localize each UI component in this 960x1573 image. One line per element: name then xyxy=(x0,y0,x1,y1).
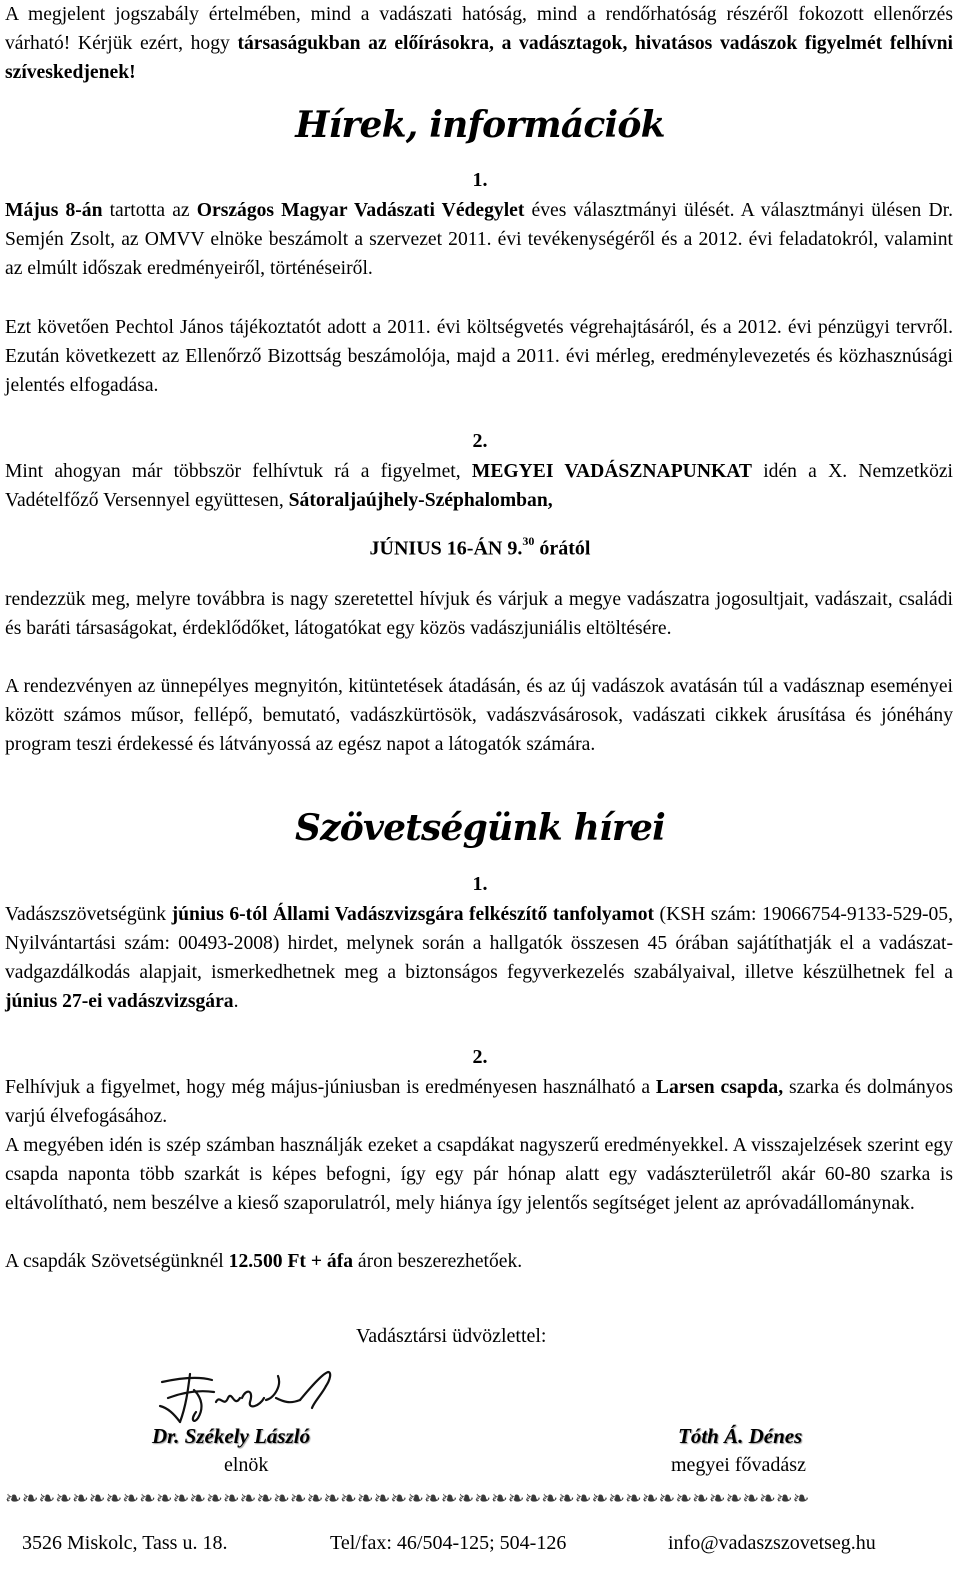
federation-item1-course: június 6-tól Állami Vadászvizsgára felkészítő tanfolyamot xyxy=(171,904,655,925)
signer-right-name: Tóth Á. Dénes xyxy=(678,1424,803,1448)
federation-heading: Szövetségünk hírei xyxy=(294,807,666,849)
news-item2-text-1: Mint ahogyan már többször felhívtuk rá a figyelmet, xyxy=(5,461,472,482)
news-item2-paragraph-2: rendezzük meg, melyre továbbra is nagy szeretettel hívjuk és várjuk a megye vadászatra jogosultjait, vadászait, családi és baráti társaságokat, érdeklődőket, látogatókat egy közös vadászjuniális eltöltésére. xyxy=(5,589,953,639)
news-item1-text-1: tartotta az xyxy=(102,200,197,221)
news-item1-number: 1. xyxy=(472,169,488,191)
event-time-tail: órától xyxy=(534,537,591,560)
news-item2-paragraph xyxy=(5,457,953,515)
ornamental-divider: ❧❧❧❧❧❧❧❧❧❧❧❧❧❧❧❧❧❧❧❧❧❧❧❧❧❧❧❧❧❧❧❧❧❧❧❧❧❧❧❧❧❧❧❧❧❧❧❧ xyxy=(5,1488,810,1510)
news-item2-text-2: idén a X. Nemzetközi Vadételfőző Versennyel együttesen, xyxy=(5,461,954,511)
footer-email: info@vadaszszovetseg.hu xyxy=(668,1532,876,1554)
intro-text: A megjelent jogszabály értelmében, mind a vadászati hatóság, mind a rendőrhatóság részéről fokozott ellenőrzés várható! Kérjük ezért, hogy xyxy=(5,4,953,54)
price-value: 12.500 Ft + áfa xyxy=(228,1251,354,1272)
federation-item2-paragraph-2: A megyében idén is szép számban használják ezeket a csapdákat nagyszerű eredményekkel. A visszajelzések szerint egy csapda naponta több szarkát is képes befogni, így egy pár hónap alatt egy vadászterületről akár 60-80 szarka is eltávolítható, nem beszélve a kieső szaporulatról, mely hiánya így jelentős segítséget jelent az apróvadállománynak. xyxy=(5,1135,953,1214)
footer-address: 3526 Miskolc, Tass u. 18. xyxy=(22,1532,228,1554)
federation-item2-text-1: Felhívjuk a figyelmet, hogy még május-júniusban is eredményesen használható a xyxy=(5,1077,656,1098)
price-text-1: A csapdák Szövetségünknél xyxy=(5,1251,229,1272)
news-item2-number: 2. xyxy=(472,430,488,452)
handwritten-signature xyxy=(150,1368,350,1430)
intro-bold-text: társaságukban az előírásokra, a vadásztagok, hivatásos vadászok figyelmét felhívni szíveskedjenek! xyxy=(5,33,953,83)
news-item1-text-2: éves választmányi ülését. A választmányi ülésen Dr. Semjén Zsolt, az OMVV elnöke beszámolt a szervezet 2011. évi tevékenységéről és a 2012. évi feladatokról, valamint az elmúlt időszak eredményeiről, történéseiről. xyxy=(5,200,953,279)
event-date-line xyxy=(0,536,960,561)
federation-price-line xyxy=(5,1247,953,1276)
signer-left-name: Dr. Székely László xyxy=(152,1424,311,1448)
closing-greeting: Vadásztársi üdvözlettel: xyxy=(356,1325,547,1347)
federation-item1-text-2: (KSH szám: 19066754-9133-529-05, Nyilvántartási szám: 00493-2008) hirdet, melynek során a hallgatók összesen 45 órában sajátíthatják el a vadászat-vadgazdálkodás alapjait, ismerkedhetnek meg a biztonságos fegyverkezelés szabályaival, illetve készülhetnek fel a xyxy=(5,904,954,983)
news-item2-event: MEGYEI VADÁSZNAPUNKAT xyxy=(471,461,752,482)
news-item1-org: Országos Magyar Vadászati Védegylet xyxy=(196,200,525,221)
federation-item2-trap: Larsen csapda, xyxy=(655,1077,784,1098)
federation-item2-text-2: szarka és dolmányos varjú élvefogásához. xyxy=(5,1077,953,1127)
news-item2-place: Sátoraljaújhely-Széphalomban, xyxy=(288,490,553,511)
federation-item1-number: 1. xyxy=(472,873,488,895)
signer-right-role: megyei fővadász xyxy=(671,1454,806,1476)
signer-left-role: elnök xyxy=(224,1454,269,1476)
news-item1-paragraph-2: Ezt követően Pechtol János tájékoztatót adott a 2011. évi költségvetés végrehajtásáról, és a 2012. évi pénzügyi tervről. Ezután következett az Ellenőrző Bizottság beszámolója, majd a 2011. évi mérleg, eredménylevezetés és közhasznúsági jelentés elfogadása. xyxy=(5,317,953,396)
news-item2-paragraph-3: A rendezvényen az ünnepélyes megnyitón, kitüntetések átadásán, és az új vadászok avatásán túl a vadásznap eseményei között számos műsor, fellépő, bemutató, vadászkürtösök, vadászvásárosok, vadászati cikkek árusítása és jónéhány program teszi érdekessé és látványossá az egész napot a látogatók számára. xyxy=(5,676,953,755)
news-item1-paragraph xyxy=(5,196,953,283)
federation-item1-exam-date: június 27-ei vadászvizsgára xyxy=(5,991,234,1012)
intro-paragraph xyxy=(5,0,953,87)
federation-item1-text-1: Vadászszövetségünk xyxy=(5,904,172,925)
event-date: JÚNIUS 16-ÁN 9. xyxy=(369,537,523,560)
footer-phone: Tel/fax: 46/504-125; 504-126 xyxy=(330,1532,567,1554)
news-item1-date: Május 8-án xyxy=(5,200,103,221)
federation-item1-paragraph xyxy=(5,900,953,1016)
price-text-2: áron beszerezhetőek. xyxy=(353,1251,523,1272)
event-time-superscript: 30 xyxy=(522,534,535,548)
federation-item2-paragraph xyxy=(5,1073,953,1131)
news-heading: Hírek, információk xyxy=(295,104,665,146)
federation-item1-text-3: . xyxy=(233,991,239,1012)
federation-item2-number: 2. xyxy=(472,1046,488,1068)
